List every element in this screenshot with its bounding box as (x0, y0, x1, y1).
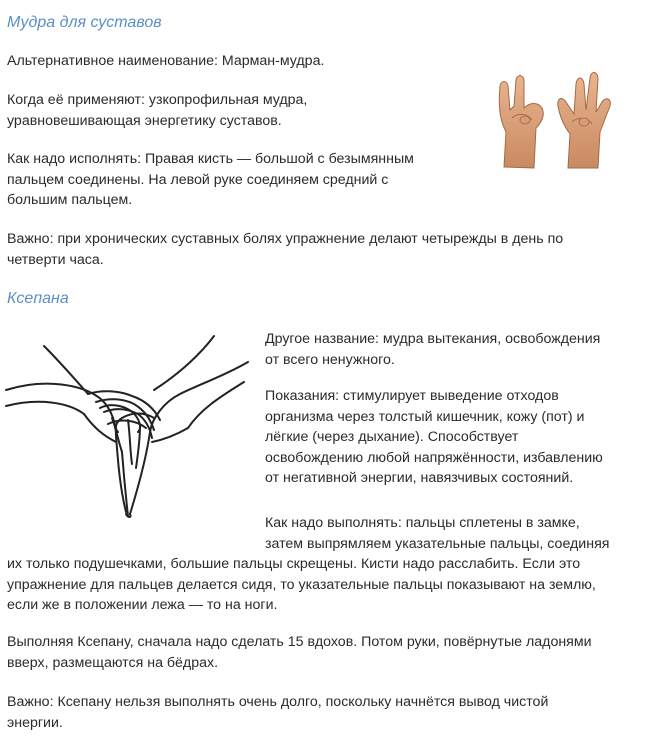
how-text-right (265, 513, 647, 554)
text-line: Когда её применяют: узкопрофильная мудра, (7, 92, 308, 108)
when-text (7, 90, 457, 131)
section-title-ksepana: Ксепана (7, 290, 69, 307)
important-text-2 (7, 692, 647, 733)
text-line: если же в положении лежа — то на ноги. (7, 597, 278, 613)
text-line: от негативной энергии, навязчивых состояний. (265, 470, 574, 486)
text-line: Как надо выполнять: пальцы сплетены в замке, (265, 515, 580, 531)
other-name-text (265, 329, 647, 370)
text-line: Альтернативное наименование: Марман-мудра. (7, 53, 325, 69)
text-line: энергии. (7, 714, 63, 731)
text-line: Как надо исполнять: Правая кисть — большой с безымянным (7, 151, 414, 167)
how-text (7, 149, 457, 211)
text-line: организма через толстый кишечник, кожу (пот) и (265, 408, 585, 425)
ksepana-hands-sketch (4, 332, 252, 532)
text-line: Другое название: мудра вытекания, освобождения (265, 331, 601, 347)
text-line: их только подушечками, большие пальцы скрещены. Кисти надо расслабить. Если это (7, 556, 581, 572)
indications-text (265, 386, 647, 489)
important-text-1 (7, 229, 647, 270)
text-line: четверти часа. (7, 251, 104, 268)
text-line: Важно: Ксепану нельзя выполнять очень долго, поскольку начнётся вывод чистой (7, 694, 549, 710)
text-line: вверх, размещаются на бёдрах. (7, 654, 219, 671)
how-text-full (7, 554, 647, 616)
section-title-joints: Мудра для суставов (7, 14, 162, 31)
text-line: Выполняя Ксепану, сначала надо сделать 15 вдохов. Потом руки, повёрнутые ладонями (7, 634, 592, 650)
text-line: большим пальцем. (7, 192, 133, 208)
text-line: Важно: при хронических суставных болях упражнение делают четырежды в день по (7, 231, 564, 247)
text-line: Показания: стимулирует выведение отходов (265, 388, 559, 404)
text-line: уравновешивающая энергетику суставов. (7, 112, 282, 129)
text-line: затем выпрямляем указательные пальцы, соединяя (265, 535, 610, 552)
text-line: лёгкие (через дыхание). Способствует (265, 429, 519, 445)
marman-mudra-hands-image (490, 62, 615, 172)
text-line: пальцем соединены. На левой руке соединяем средний с (7, 171, 389, 188)
alt-name-text (7, 51, 457, 72)
text-line: упражнение для пальцев делается сидя, то указательные пальцы показывают на землю, (7, 576, 596, 593)
breath-text (7, 632, 647, 673)
text-line: освобождению любой напряжённости, избавлению (265, 449, 603, 466)
text-line: от всего ненужного. (265, 351, 395, 368)
